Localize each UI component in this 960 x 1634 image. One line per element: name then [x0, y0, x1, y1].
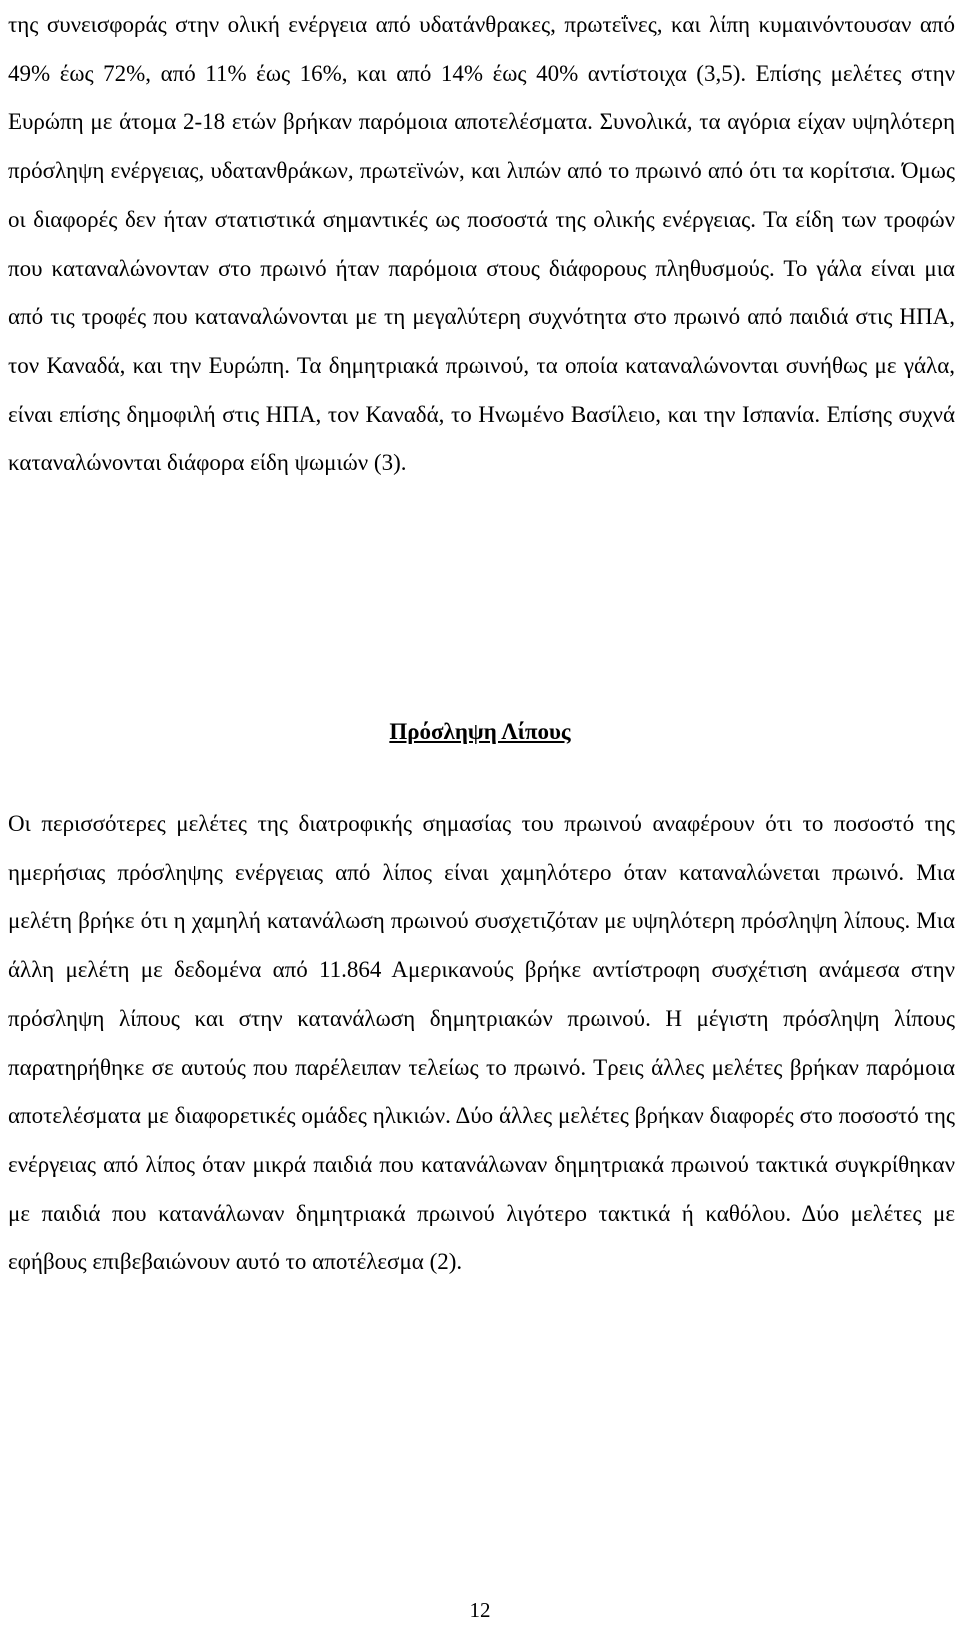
section-heading: Πρόσληψη Λίπους — [389, 719, 571, 744]
body-paragraph-1: της συνεισφοράς στην ολική ενέργεια από υδατάνθρακες, πρωτεΐνες, και λίπη κυμαινόντουσαν από 49% έως 72%, από 11% έως 16%, και από 14% έως 40% αντίστοιχα (3,5). Επίσης μελέτες στην Ευρώπη με άτομα 2-18 ετών βρήκαν παρόμοια αποτελέσματα. Συνολικά, τα αγόρια είχαν υψηλότερη πρόσληψη ενέργειας, υδατανθράκων, πρωτεϊνών, και λιπών από το πρωινό από ότι τα κορίτσια. Όμως οι διαφορές δεν ήταν στατιστικά σημαντικές ως ποσοστά της ολικής ενέργειας. Τα είδη των τροφών που καταναλώνονταν στο πρωινό ήταν παρόμοια στους διάφορους πληθυσμούς. Το γάλα είναι μια από τις τροφές που καταναλώνονται με τη μεγαλύτερη συχνότητα στο πρωινό από παιδιά στις ΗΠΑ, τον Καναδά, και την Ευρώπη. Τα δημητριακά πρωινού, τα οποία καταναλώνονται συνήθως με γάλα, είναι επίσης δημοφιλή στις ΗΠΑ, τον Καναδά, το Ηνωμένο Βασίλειο, και την Ισπανία. Επίσης συχνά καταναλώνονται διάφορα είδη ψωμιών (3). — [8, 12, 955, 476]
body-paragraph-2: Οι περισσότερες μελέτες της διατροφικής σημασίας του πρωινού αναφέρουν ότι το ποσοστό της ημερήσιας πρόσληψης ενέργειας από λίπος είναι χαμηλότερο όταν καταναλώνεται πρωινό. Μια μελέτη βρήκε ότι η χαμηλή κατανάλωση πρωινού συσχετιζόταν με υψηλότερη πρόσληψη λίπους. Μια άλλη μελέτη με δεδομένα από 11.864 Αμερικανούς βρήκε αντίστροφη συσχέτιση ανάμεσα στην πρόσληψη λίπους και στην κατανάλωση δημητριακών πρωινού. Η μέγιστη πρόσληψη λίπους παρατηρήθηκε σε αυτούς που παρέλειπαν τελείως το πρωινό. Τρεις άλλες μελέτες βρήκαν παρόμοια αποτελέσματα με διαφορετικές ομάδες ηλικιών. Δύο άλλες μελέτες βρήκαν διαφορές στο ποσοστό της ενέργειας από λίπος όταν μικρά παιδιά που κατανάλωναν δημητριακά πρωινού τακτικά συγκρίθηκαν με παιδιά που κατανάλωναν δημητριακά πρωινού λιγότερο τακτικά ή καθόλου. Δύο μελέτες με εφήβους επιβεβαιώνουν αυτό το αποτέλεσμα (2). — [8, 811, 955, 1275]
page-number: 12 — [469, 1598, 491, 1622]
